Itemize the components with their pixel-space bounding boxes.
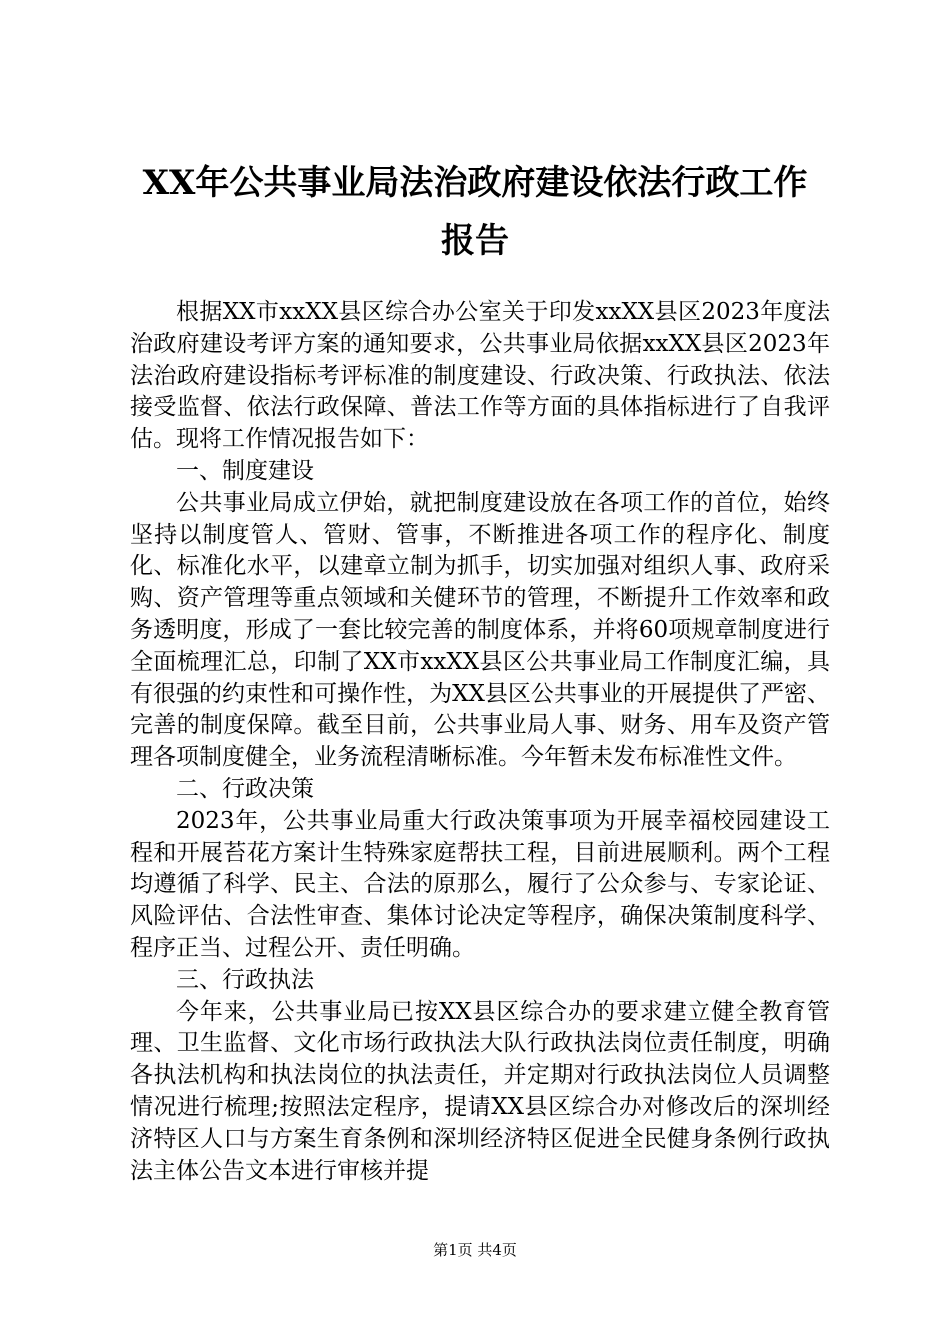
enforcement-paragraph: 今年来，公共事业局已按XX县区综合办的要求建立健全教育管理、卫生监督、文化市场行政执法大队行政执法岗位责任制度，明确各执法机构和执法岗位的执法责任，并定期对行政执法岗位人员调整情况进行梳理;按照法定程序，提请XX县区综合办对修改后的深圳经济特区人口与方案生育条例和深圳经济特区促进全民健身条例行政执法主体公告文本进行审核并提 <box>130 998 830 1184</box>
page-number-footer: 第1页 共4页 <box>433 1241 517 1259</box>
intro-paragraph: 根据XX市xxXX县区综合办公室关于印发xxXX县区2023年度法治政府建设考评方案的通知要求，公共事业局依据xxXX县区2023年法治政府建设指标考评标准的制度建设、行政决策、行政执法、依法接受监督、依法行政保障、普法工作等方面的具体指标进行了自我评估。现将工作情况报告如下： <box>130 299 830 453</box>
document-title-line-2: 报告 <box>441 221 509 261</box>
document-body <box>130 297 830 1187</box>
decision-paragraph: 2023年，公共事业局重大行政决策事项为开展幸福校园建设工程和开展苔花方案计生特殊家庭帮扶工程，目前进展顺利。两个工程均遵循了科学、民主、合法的原那么，履行了公众参与、专家论证、风险评估、合法性审查、集体讨论决定等程序，确保决策制度科学、程序正当、过程公开、责任明确。 <box>130 807 830 961</box>
institution-paragraph: 公共事业局成立伊始，就把制度建设放在各项工作的首位，始终坚持以制度管人、管财、管事，不断推进各项工作的程序化、制度化、标准化水平，以建章立制为抓手，切实加强对组织人事、政府采购、资产管理等重点领域和关健环节的管理，不断提升工作效率和政务透明度，形成了一套比较完善的制度体系，并将60项规章制度进行全面梳理汇总，印制了XX市xxXX县区公共事业局工作制度汇编，具有很强的约束性和可操作性，为XX县区公共事业的开展提供了严密、完善的制度保障。截至目前，公共事业局人事、财务、用车及资产管理各项制度健全，业务流程清晰标准。今年暂未发布标准性文件。 <box>130 489 830 771</box>
document-title-line-1: XX年公共事业局法治政府建设依法行政工作 <box>142 163 808 203</box>
section-heading-institution: 一、制度建设 <box>176 457 314 484</box>
section-heading-decision: 二、行政决策 <box>176 775 314 802</box>
section-heading-enforcement: 三、行政执法 <box>176 966 314 993</box>
